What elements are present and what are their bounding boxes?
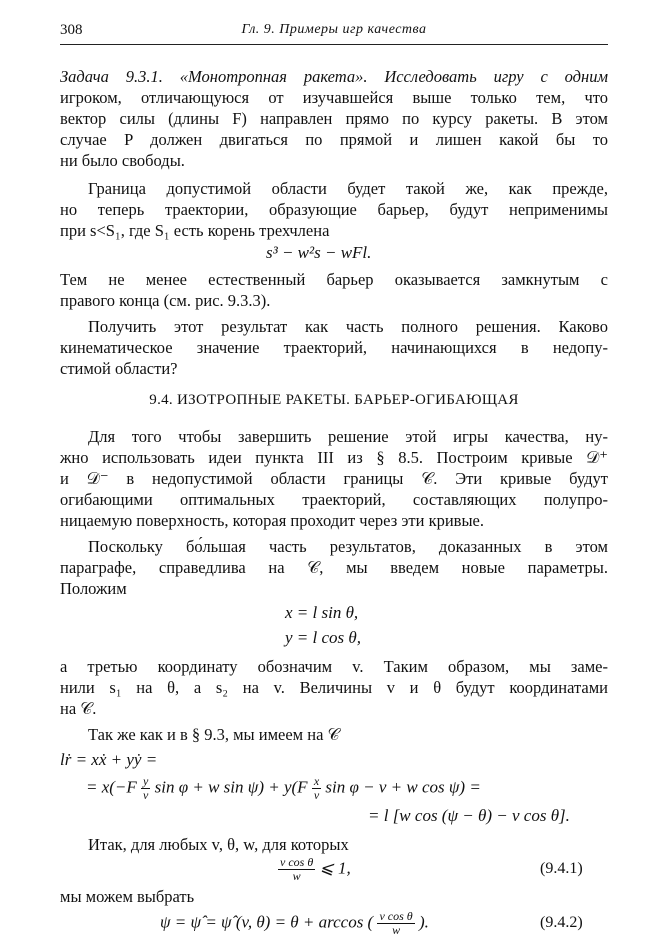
fraction-numerator: x xyxy=(313,774,320,788)
fraction-y-over-v xyxy=(141,775,150,802)
text-line: а третью координату обозначим v. Таким образом, мы заме- xyxy=(60,657,608,676)
eq-part: ⩽ 1, xyxy=(319,858,351,878)
section-heading: 9.4. ИЗОТРОПНЫЕ РАКЕТЫ. БАРЬЕР-ОГИБАЮЩАЯ xyxy=(149,392,519,408)
text-line: Получить этот результат как часть полного решения. Каково xyxy=(88,317,608,336)
fraction-denominator: w xyxy=(392,923,401,937)
text-line: мы можем выбрать xyxy=(60,887,195,906)
text-line: при s<S₁, где S₁ есть корень трехчлена xyxy=(60,221,330,240)
equation-9-4-2 xyxy=(160,910,429,937)
text-line: Положим xyxy=(60,579,127,598)
text-line: кинематическое значение траекторий, начинающихся в недопу- xyxy=(60,338,608,357)
fraction-denominator: v xyxy=(313,788,320,802)
text-line: и 𝒟⁻ в недопустимой области границы 𝒞. Эти кривые будут xyxy=(60,469,608,488)
text-line: Итак, для любых v, θ, w, для которых xyxy=(88,835,349,854)
equation-number: (9.4.1) xyxy=(540,860,583,877)
page-number: 308 xyxy=(60,22,83,38)
text-line: случае P должен двигаться по прямой и лишен какой бы то xyxy=(60,130,608,149)
equation-9-4-1 xyxy=(278,856,351,883)
fraction-numerator: v cos θ xyxy=(379,909,413,923)
equation-cubic: s³ − w²s − wFl. xyxy=(266,243,372,262)
text-line: стимой области? xyxy=(60,359,178,378)
text-line: Поскольку бо́льшая часть результатов, доказанных в этом xyxy=(88,537,608,556)
text-line: игроком, отличающуюся от изучавшейся выше только тем, что xyxy=(60,88,608,107)
equation-y: y = l cos θ, xyxy=(285,628,362,647)
text-line: Тем не менее естественный барьер оказывается замкнутым с xyxy=(60,270,608,289)
text-line: нили s₁ на θ, а s₂ на v. Величины v и θ будут координатами xyxy=(60,678,608,697)
fraction-vcos-over-w xyxy=(278,856,315,883)
task-first-line xyxy=(60,66,608,87)
text-line: огибающими оптимальных траекторий, составляющих полупро- xyxy=(60,490,608,509)
fraction-x-over-v xyxy=(312,775,321,802)
text-line: ницаемую поверхность, которая проходит через эти кривые. xyxy=(60,511,485,530)
equation-x: x = l sin θ, xyxy=(285,603,359,622)
text-line: параграфе, справедлива на 𝒞, мы введем новые параметры. xyxy=(60,558,608,577)
text-line: вектор силы (длины F) направлен прямо по курсу ракеты. В этом xyxy=(60,109,608,128)
running-title: Гл. 9. Примеры игр качества xyxy=(241,22,427,37)
eq-part: sin φ − v + w cos ψ) = xyxy=(325,777,481,797)
text-line: ни было свободы. xyxy=(60,151,185,170)
equation-lr-line2 xyxy=(86,775,481,802)
eq-part: = x(−F xyxy=(86,777,137,797)
running-header xyxy=(60,18,608,45)
eq-part: ψ = ψ̂ = ψ̂ (v, θ) = θ + arccos ( xyxy=(160,912,374,932)
text-line: но теперь траектории, образующие барьер, будут неприменимы xyxy=(60,200,608,219)
text-line: жно использовать идеи пункта III из § 8.5. Построим кривые 𝒟⁺ xyxy=(60,448,608,467)
equation-lr-line3: = l [w cos (ψ − θ) − v cos θ]. xyxy=(368,806,570,825)
fraction-denominator: w xyxy=(292,869,301,883)
task-title: 9.3.1. «Монотропная ракета». Исследовать игру с одним xyxy=(108,67,608,86)
eq-part: sin φ + w sin ψ) + y(F xyxy=(154,777,308,797)
equation-lr-line1: lṙ = xẋ + yẏ = xyxy=(60,750,158,769)
eq-part: ). xyxy=(418,912,429,932)
text-line: правого конца (см. рис. 9.3.3). xyxy=(60,291,271,310)
task-label: Задача xyxy=(60,67,109,86)
fraction-numerator: v cos θ xyxy=(280,855,314,869)
fraction-denominator: v xyxy=(143,788,149,802)
fraction-numerator: y xyxy=(143,774,149,788)
text-line: Так же как и в § 9.3, мы имеем на 𝒞 xyxy=(88,725,340,744)
fraction-vcos-over-w xyxy=(377,910,414,937)
equation-number: (9.4.2) xyxy=(540,914,583,931)
text-line: Граница допустимой области будет такой же, как прежде, xyxy=(88,179,608,198)
text-line: Для того чтобы завершить решение этой игры качества, ну- xyxy=(88,427,608,446)
text-line: на 𝒞. xyxy=(60,699,97,718)
